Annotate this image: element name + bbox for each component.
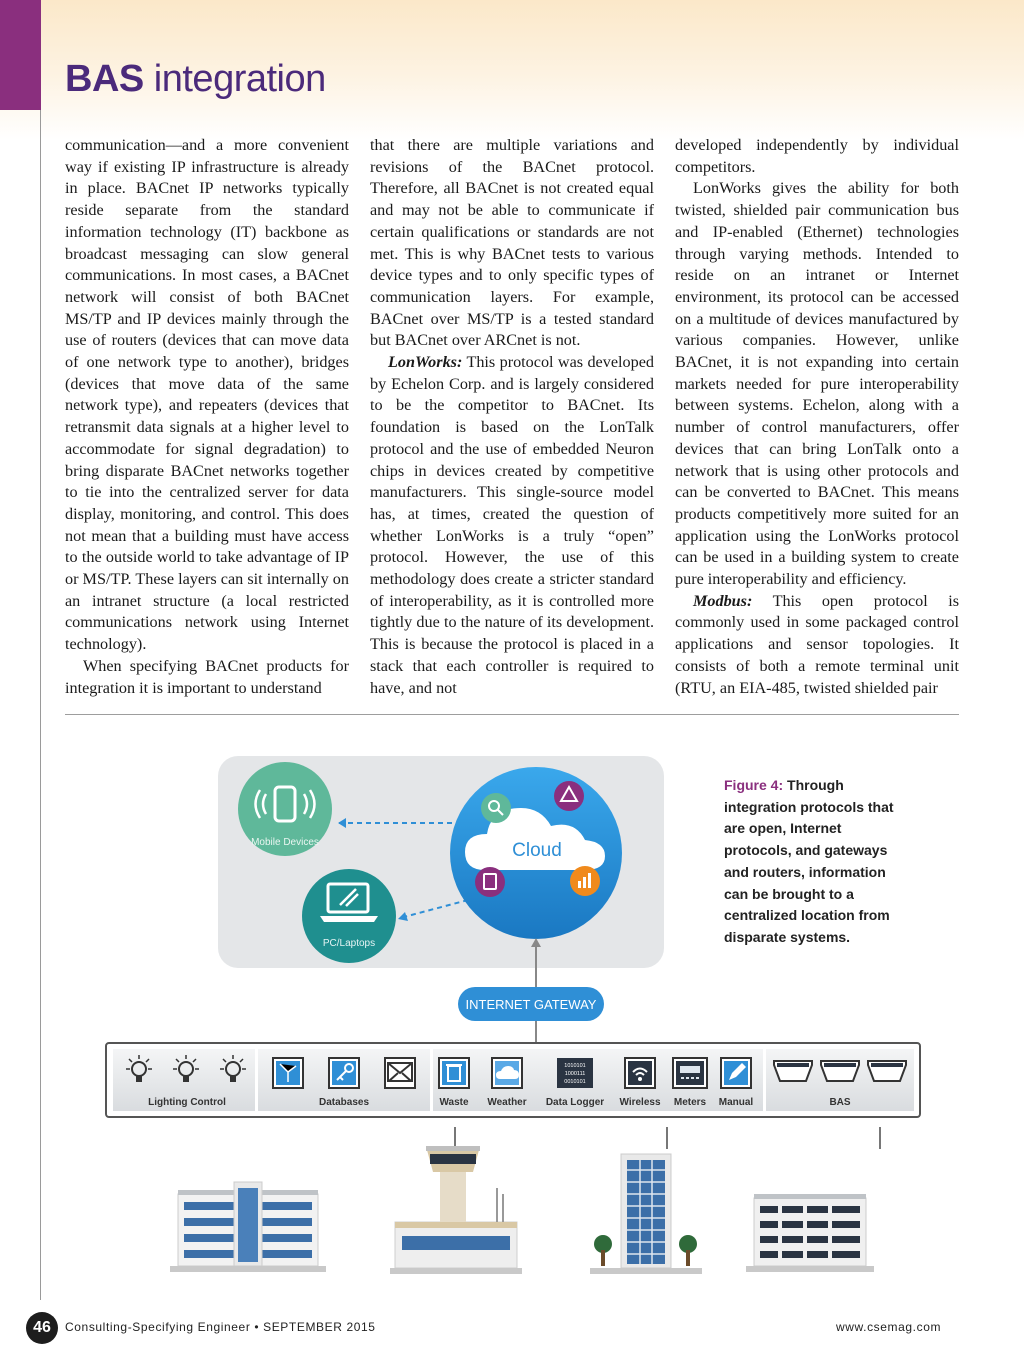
col2-paragraph-1: that there are multiple variations and revisions of the BACnet protocol. Therefore, all BACnet is not created equal and may not be able to communicate if certain qualifications or standards are not met. This is why BACnet tests to various device types and to only specific types of communication layers. For example, BACnet over MS/TP is a tested standard but BACnet over ARCnet is not.: [370, 136, 654, 350]
data-logger-bits-1: 1010101: [564, 1063, 586, 1069]
meter-icon: [673, 1058, 707, 1088]
weather-cloud-icon: [492, 1058, 522, 1088]
col2-paragraph-2: [370, 352, 654, 699]
wireless-label: Wireless: [619, 1097, 661, 1108]
publication-line: Consulting-Specifying Engineer • SEPTEMBER 2015: [65, 1320, 376, 1334]
wireless-icon: [625, 1058, 655, 1088]
monitor-icon: [774, 1061, 812, 1081]
col3-paragraph-3: [675, 591, 959, 700]
bas-label: BAS: [829, 1097, 851, 1108]
meters-label: Meters: [673, 1097, 707, 1108]
email-icon: [385, 1058, 415, 1088]
data-logger-icon: [557, 1058, 593, 1088]
monitor-icon: [821, 1061, 859, 1081]
figure-caption: [724, 775, 904, 949]
key-icon: [329, 1058, 359, 1088]
data-logger-label: Data Logger: [545, 1097, 605, 1108]
manual-pencil-icon: [721, 1058, 751, 1088]
cloud-label: Cloud: [512, 840, 562, 861]
waste-bin-icon: [439, 1058, 469, 1088]
search-icon: [481, 793, 511, 823]
text-column-1: [65, 135, 349, 699]
internet-gateway-badge: [458, 987, 604, 1021]
text-column-2: [370, 135, 654, 699]
chart-icon: [570, 866, 600, 896]
col2-paragraph-2-text: This protocol was developed by Echelon Corp. and is largely considered to be the competitor to BACnet. Its foundation is based on the LonTalk protocol and the use of embedded Neuron chips in devices created by competitive manufacturers. This single-source model has, at times, created the question of whether LonWorks is a truly “open” protocol. However, the use of this methodology does create a stricter standard of interoperability, as it is controlled more tightly due to the nature of its development. This is because the protocol is placed in a stack that each controller is required to have, and not: [370, 353, 654, 697]
margin-rule: [40, 110, 41, 1300]
col3-paragraph-1: developed independently by individual competitors.: [675, 136, 959, 176]
page-number: 46: [26, 1312, 58, 1344]
col1-paragraph-1: communication—and a more convenient way if existing IP infrastructure is already in place. BACnet IP networks typically reside separate from the standard information technology (IT) backbone as broadcast messaging can slow general communications. In most cases, a BACnet network will consist of both BACnet MS/TP and IP devices mainly through the use of routers (devices that can move data of one network type to another), bridges (devices that move data of the same network type), and repeaters (devices that retransmit data signals at a higher level to accommodate for signal degradation) to bring disparate BACnet networks together to tie into the centralized server for data display, monitoring, and control. This does not mean that a building must have access to the outside world to take advantage of IP or MS/TP. These layers can sit internally on an intranet structure (a local restricted communications network using Internet technology).: [65, 136, 349, 654]
mobile-devices-node: [238, 762, 332, 856]
section-title-bold: BAS: [65, 58, 144, 100]
clipboard-icon: [475, 867, 505, 897]
internet-gateway-label: INTERNET GATEWAY: [465, 997, 597, 1012]
modbus-keyword: Modbus:: [693, 591, 753, 610]
databases-label: Databases: [318, 1097, 370, 1108]
section-divider: [65, 714, 959, 715]
website-link[interactable]: www.csemag.com: [836, 1320, 942, 1334]
figure-caption-text: Through integration protocols that are open, Internet protocols, and gateways and routers, information can be brought to a centralized location from disparate systems.: [724, 777, 894, 945]
office-building-icon: [170, 1182, 326, 1272]
pc-laptops-label: PC/Laptops: [322, 938, 376, 949]
lonworks-keyword: LonWorks:: [388, 353, 463, 372]
pc-laptops-node: [302, 869, 396, 963]
airport-tower-icon: [390, 1146, 522, 1274]
manual-label: Manual: [718, 1097, 754, 1108]
tower-building-icon: [590, 1154, 702, 1274]
data-logger-bits-3: 0010101: [564, 1079, 586, 1085]
waste-label: Waste: [439, 1097, 469, 1108]
mobile-devices-label: Mobile Devices: [251, 837, 319, 848]
section-title: [65, 58, 326, 101]
text-column-3: [675, 135, 959, 699]
col3-paragraph-2: LonWorks gives the ability for both twisted, shielded pair communication bus and IP-enabled (Ethernet) technologies through varying methods. Intended to reside on an intranet or Internet environment, its protocol can be accessed on a multitude of devices manufactured by various companies. However, unlike BACnet, it is not expanding into certain markets needed for pure interoperability between systems. Echelon, along with a number of control manufacturers, offer devices that can bring LonTalk onto a network that is using other protocols and can be converted to BACnet. This means products competitively more suited for an application using the LonWorks protocol can be used in a building system to create pure interoperability and efficiency.: [675, 179, 959, 589]
col3-paragraph-3-text: This open protocol is commonly used in some packaged control applications and sensor topologies. It consists of both a remote terminal unit (RTU, an EIA-485, twisted shielded pair: [675, 591, 959, 697]
alert-icon: [554, 781, 584, 811]
section-color-tab: [0, 0, 41, 110]
network-map-icon: [273, 1058, 303, 1088]
weather-label: Weather: [487, 1097, 527, 1108]
cloud-node: [450, 767, 622, 939]
col1-paragraph-2: When specifying BACnet products for integration it is important to understand: [65, 656, 349, 697]
monitor-icon: [868, 1061, 906, 1081]
parking-building-icon: [746, 1194, 874, 1272]
section-title-light: integration: [153, 58, 326, 100]
data-logger-bits-2: 1000111: [564, 1071, 586, 1077]
figure-caption-label: Figure 4:: [724, 777, 784, 793]
lighting-control-label: Lighting Control: [148, 1097, 226, 1108]
